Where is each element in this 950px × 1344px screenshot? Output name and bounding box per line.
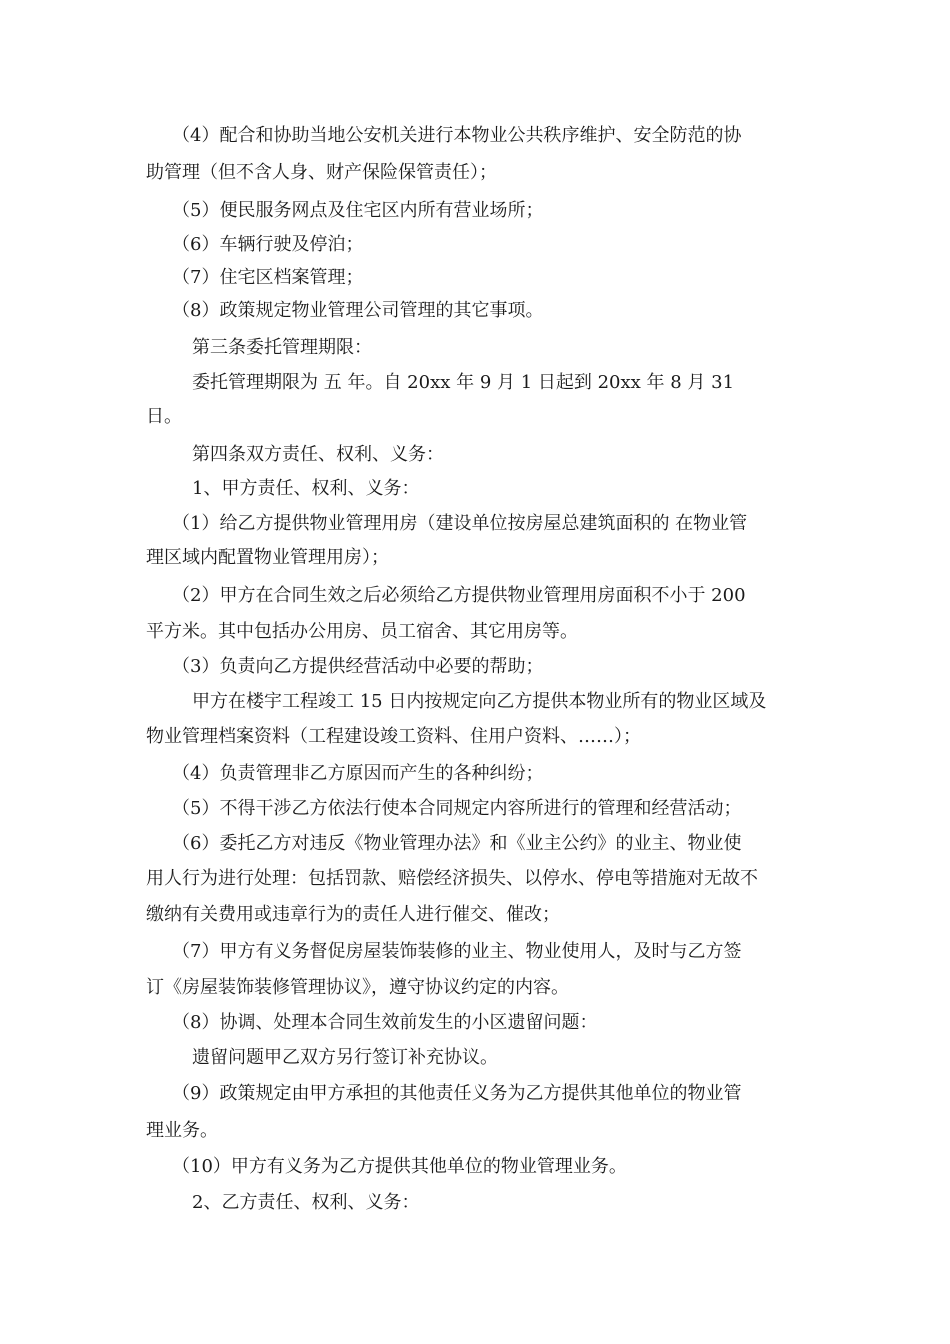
text-line: （4）负责管理非乙方原因而产生的各种纠纷； [172,763,544,784]
text-line: 助管理（但不含人身、财产保险保管责任）； [146,162,497,183]
text-line: （5）便民服务网点及住宅区内所有营业场所； [172,200,544,221]
text-line: （6）委托乙方对违反《物业管理办法》和《业主公约》的业主、物业使 [172,833,742,854]
text-line: （4）配合和协助当地公安机关进行本物业公共秩序维护、安全防范的协 [172,125,742,146]
subsection-heading: 1、甲方责任、权利、义务： [192,478,420,499]
text-line: 物业管理档案资料（工程建设竣工资料、住用户资料、……）； [146,726,641,747]
text-line: （5）不得干涉乙方依法行使本合同规定内容所进行的管理和经营活动； [172,798,742,819]
text-line: 用人行为进行处理：包括罚款、赔偿经济损失、以停水、停电等措施对无故不 [146,868,758,889]
text-line: 理业务。 [146,1120,218,1141]
text-line: 缴纳有关费用或违章行为的责任人进行催交、催改； [146,904,560,925]
text-line: （9）政策规定由甲方承担的其他责任义务为乙方提供其他单位的物业管 [172,1083,742,1104]
text-line: 理区域内配置物业管理用房）； [146,547,389,568]
text-line: （6）车辆行驶及停泊； [172,234,364,255]
text-line: （1）给乙方提供物业管理用房（建设单位按房屋总建筑面积的 在物业管 [172,513,748,534]
text-line: （10）甲方有义务为乙方提供其他单位的物业管理业务。 [172,1156,627,1177]
text-line: 日。 [146,406,182,427]
text-line: 甲方在楼宇工程竣工 15 日内按规定向乙方提供本物业所有的物业区域及 [192,691,767,712]
text-line: （7）住宅区档案管理； [172,267,364,288]
text-line: （3）负责向乙方提供经营活动中必要的帮助； [172,656,544,677]
text-line: 委托管理期限为 五 年。自 20xx 年 9 月 1 日起到 20xx 年 8 月 31 [192,372,735,393]
text-line: （7）甲方有义务督促房屋装饰装修的业主、物业使用人，及时与乙方签 [172,941,742,962]
section-heading: 第四条双方责任、权利、义务： [192,444,444,465]
subsection-heading: 2、乙方责任、权利、义务： [192,1192,420,1213]
text-line: 平方米。其中包括办公用房、员工宿舍、其它用房等。 [146,621,578,642]
section-heading: 第三条委托管理期限： [192,337,372,358]
text-line: 订《房屋装饰装修管理协议》，遵守协议约定的内容。 [146,977,569,998]
text-line: （8）协调、处理本合同生效前发生的小区遗留问题： [172,1012,598,1033]
text-line: （2）甲方在合同生效之后必须给乙方提供物业管理用房面积不小于 200 [172,585,746,606]
text-line: （8）政策规定物业管理公司管理的其它事项。 [172,300,544,321]
text-line: 遗留问题甲乙双方另行签订补充协议。 [192,1047,498,1068]
